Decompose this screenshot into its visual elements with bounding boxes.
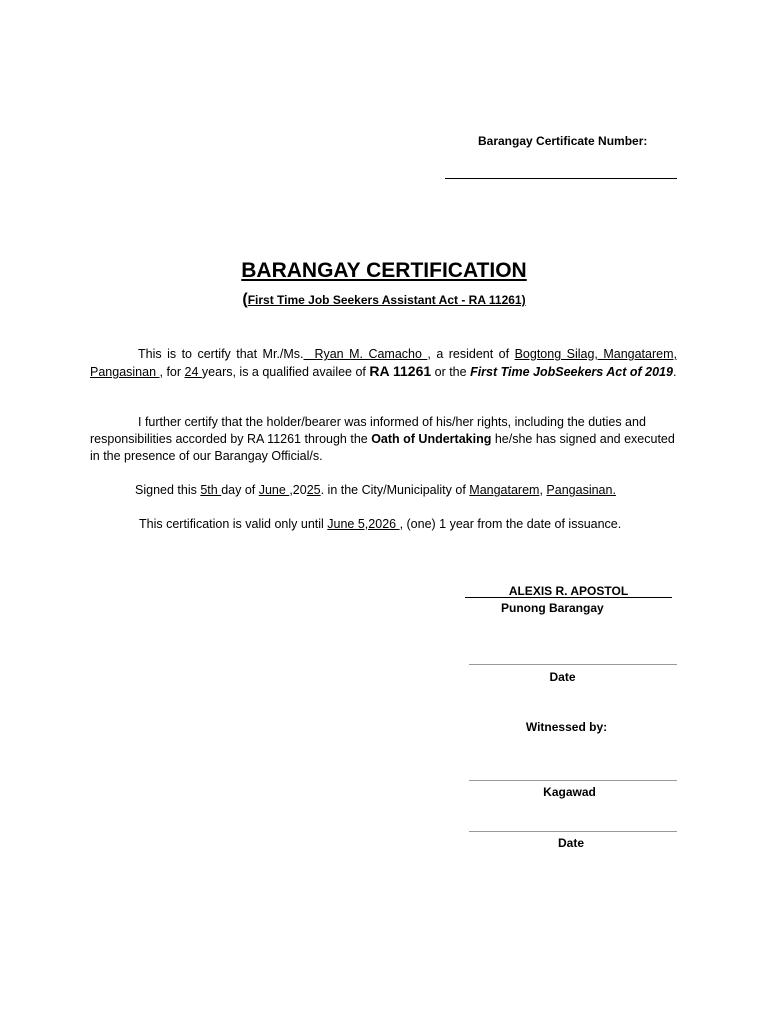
holder-address: Bogtong Silag, Mangatarem, Pangasinan	[90, 347, 677, 379]
p1-text-2: , a resident of	[427, 347, 515, 361]
signed-province: Pangasinan.	[546, 483, 616, 497]
signed-city: Mangatarem	[469, 483, 540, 497]
subtitle-text: First Time Job Seekers Assistant Act - RA 11261)	[247, 293, 526, 307]
signed-day: 5th	[200, 483, 222, 497]
act-name: First Time JobSeekers Act of 2019	[470, 365, 673, 379]
date-line-2	[469, 831, 677, 832]
signed-paragraph	[135, 483, 616, 497]
oath-of-undertaking: Oath of Undertaking	[371, 432, 492, 446]
certificate-number-line	[445, 178, 677, 179]
p2-text-2: he/she has signed and executed in the presence of our Barangay Official/s.	[90, 432, 675, 463]
p1-text-1: This is to certify that Mr./Ms.	[138, 347, 304, 361]
rights-paragraph	[90, 414, 677, 465]
p3-text-4: . in the City/Municipality of	[320, 483, 470, 497]
signatory-name: ALEXIS R. APOSTOL	[508, 584, 629, 598]
document-title	[0, 259, 768, 283]
holder-name: Ryan M. Camacho	[303, 347, 428, 361]
signed-month: June	[258, 483, 290, 497]
p3-text-2: day of	[221, 483, 259, 497]
p3-text-3: ,20	[289, 483, 307, 497]
kagawad-label: Kagawad	[543, 785, 596, 799]
signatory-line	[465, 597, 672, 598]
certify-paragraph	[90, 346, 677, 381]
date-line-1	[469, 664, 677, 665]
certificate-number-label: Barangay Certificate Number:	[478, 134, 648, 148]
document-subtitle	[0, 291, 768, 309]
document-title-text: BARANGAY CERTIFICATION	[241, 259, 527, 282]
p3-text-1: Signed this	[135, 483, 201, 497]
signatory-position: Punong Barangay	[501, 601, 604, 615]
valid-until-date: June 5,2026	[327, 517, 400, 531]
p4-text-1: This certification is valid only until	[139, 517, 328, 531]
p1-text-3: , for	[159, 365, 185, 379]
law-reference: RA 11261	[369, 363, 432, 379]
subtitle-paren: (	[242, 291, 248, 308]
p1-text-5: or the	[431, 365, 471, 379]
p4-text-2: , (one) 1 year from the date of issuance.	[399, 517, 622, 531]
p3-text-5: ,	[539, 483, 547, 497]
signed-year-suffix: 25	[306, 483, 321, 497]
date-label-1: Date	[549, 670, 576, 684]
validity-paragraph	[139, 517, 621, 531]
date-label-2: Date	[557, 836, 584, 850]
witnessed-by-label: Witnessed by:	[525, 720, 608, 734]
kagawad-line	[469, 780, 677, 781]
p1-text-4: years, is a qualified availee of	[201, 365, 370, 379]
p2-text-1: I further certify that the holder/bearer was informed of his/her rights, including the duties and responsibilities accorded by RA 11261 through the	[90, 415, 646, 446]
holder-age: 24	[184, 365, 202, 379]
p1-text-6: .	[672, 365, 677, 379]
